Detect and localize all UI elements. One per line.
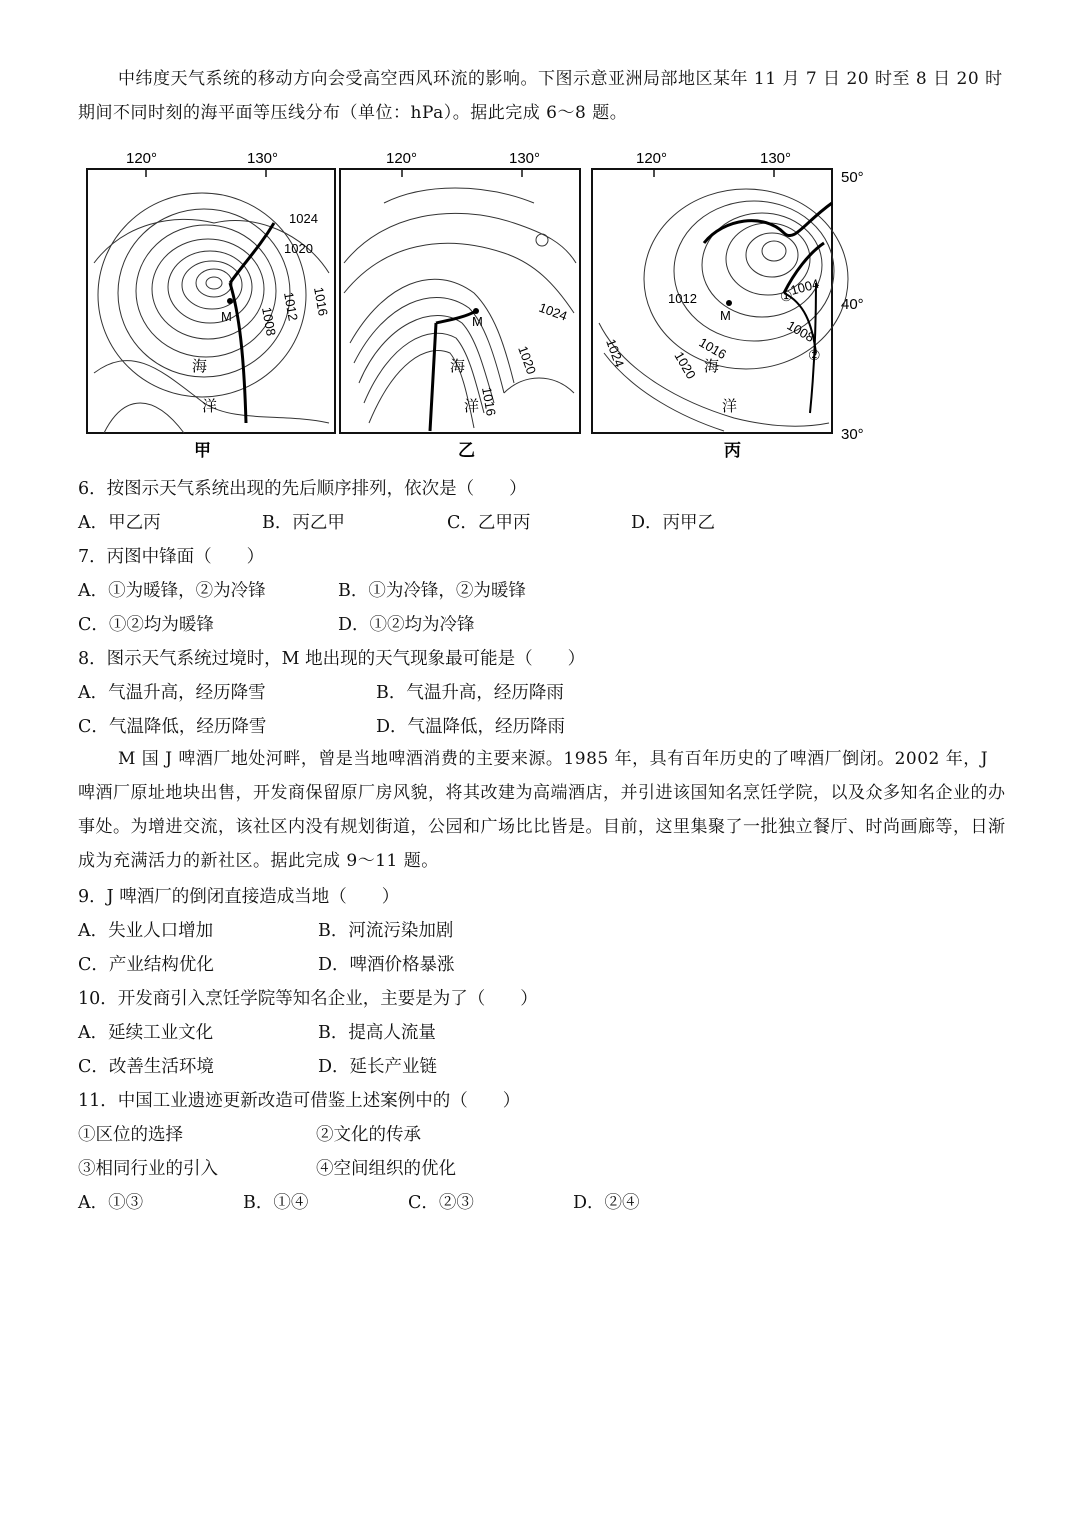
q11-statement-2: ②文化的传承	[316, 1125, 421, 1145]
ocean-label: 洋	[722, 397, 738, 415]
q11-statement-4: ④空间组织的优化	[316, 1159, 456, 1179]
question-7-stem: 7．丙图中锋面（ ）	[78, 547, 265, 567]
q6-option-a: A．甲乙丙	[78, 513, 161, 533]
sea-label: 海	[192, 357, 208, 375]
q7-option-d: D．①②均为冷锋	[338, 615, 475, 635]
q6-option-b: B．丙乙甲	[262, 513, 345, 533]
q8-option-c: C．气温降低，经历降雪	[78, 717, 267, 737]
question-10-stem: 10．开发商引入烹饪学院等知名企业，主要是为了（ ）	[78, 989, 538, 1009]
q9-option-d: D．啤酒价格暴涨	[318, 955, 455, 975]
isobar-maps-svg	[84, 143, 884, 463]
panel-jia	[87, 169, 335, 461]
panel-name: 甲	[194, 441, 211, 461]
isobar-label: 1012	[281, 290, 301, 323]
q6-option-c: C．乙甲丙	[447, 513, 531, 533]
question-11-stem: 11．中国工业遗迹更新改造可借鉴上述案例中的（ ）	[78, 1091, 521, 1111]
q6-option-d: D．丙甲乙	[631, 513, 716, 533]
q10-option-b: B．提高人流量	[318, 1023, 436, 1043]
isobar-label: 1016	[311, 285, 331, 318]
q7-option-b: B．①为冷锋，②为暖锋	[338, 581, 526, 601]
q10-option-c: C．改善生活环境	[78, 1057, 214, 1077]
sea-label: 海	[704, 357, 720, 375]
q10-option-d: D．延长产业链	[318, 1057, 438, 1077]
intro-paragraph-1: 中纬度天气系统的移动方向会受高空西风环流的影响。下图示意亚洲局部地区某年 11 月 7 日 20 时至 8 日 20 时期间不同时刻的海平面等压线分布（单位：hPa）。据此完成 6～8 题。	[78, 69, 1003, 123]
ocean-label: 洋	[464, 397, 480, 415]
lat-label: 50°	[841, 169, 864, 186]
isobar-label: 1024	[289, 211, 318, 226]
lon-label: 120°	[386, 150, 418, 167]
point-m-label: M	[221, 309, 232, 324]
sea-label: 海	[450, 357, 466, 375]
isobar-label: 1008	[784, 317, 818, 346]
isobar-label: 1020	[671, 349, 699, 382]
isobar-label: 1016	[479, 385, 499, 418]
q9-option-a: A．失业人口增加	[78, 921, 214, 941]
lat-label: 30°	[841, 426, 864, 443]
panel-name: 丙	[724, 441, 741, 461]
q9-option-b: B．河流污染加剧	[318, 921, 454, 941]
isobar-label: 1024	[603, 336, 628, 370]
q9-option-c: C．产业结构优化	[78, 955, 214, 975]
q8-option-d: D．气温降低，经历降雨	[376, 717, 566, 737]
intro-paragraph-2: M 国 J 啤酒厂地处河畔，曾是当地啤酒消费的主要来源。1985 年，具有百年历史的了啤酒厂倒闭。2002 年，J 啤酒厂原址地块出售，开发商保留原厂房风貌，将其改建为高端酒店，并引进该国知名烹饪学院，以及众多知名企业的办事处。为增进交流，该社区内没有规划街道，公园和广场比比皆是。目前，这里集聚了一批独立餐厅、时尚画廊等，日渐成为充满活力的新社区。据此完成 9～11 题。	[78, 749, 1006, 871]
isobar-label: 1008	[259, 305, 279, 338]
isobar-label: 1024	[536, 299, 570, 324]
q11-statement-1: ①区位的选择	[78, 1125, 183, 1145]
q11-statement-3: ③相同行业的引入	[78, 1159, 218, 1179]
point-m-label: M	[472, 314, 483, 329]
q11-option-c: C．②③	[408, 1193, 474, 1213]
lon-label: 130°	[247, 150, 279, 167]
lon-label: 130°	[509, 150, 541, 167]
isobar-label: 1012	[668, 291, 697, 306]
q10-option-a: A．延续工业文化	[78, 1023, 214, 1043]
isobar-label: 1016	[696, 334, 730, 363]
q11-option-b: B．①④	[243, 1193, 309, 1213]
panel-yi	[340, 169, 580, 461]
q8-option-a: A．气温升高，经历降雪	[78, 683, 266, 703]
isobar-label: 1020	[284, 241, 313, 256]
q11-option-d: D．②④	[573, 1193, 640, 1213]
panel-name: 乙	[458, 441, 475, 461]
isobar-label: 1020	[515, 343, 540, 377]
question-6-stem: 6．按图示天气系统出现的先后顺序排列，依次是（ ）	[78, 479, 527, 499]
ocean-label: 洋	[202, 397, 218, 415]
isobar-figure	[84, 143, 884, 463]
question-9-stem: 9．J 啤酒厂的倒闭直接造成当地（ ）	[78, 887, 400, 907]
q7-option-a: A．①为暖锋，②为冷锋	[78, 581, 266, 601]
isobar-label: 1004	[788, 275, 821, 298]
question-8-stem: 8．图示天气系统过境时，M 地出现的天气现象最可能是（ ）	[78, 649, 586, 669]
front-marker-1: ①	[780, 288, 793, 304]
front-marker-2: ②	[808, 347, 821, 363]
q11-option-a: A．①③	[78, 1193, 144, 1213]
lon-label: 120°	[636, 150, 668, 167]
panel-bing	[592, 169, 848, 461]
lon-label: 130°	[760, 150, 792, 167]
q8-option-b: B．气温升高，经历降雨	[376, 683, 564, 703]
lat-label: 40°	[841, 296, 864, 313]
lon-label: 120°	[126, 150, 158, 167]
q7-option-c: C．①②均为暖锋	[78, 615, 214, 635]
point-m-label: M	[720, 308, 731, 323]
